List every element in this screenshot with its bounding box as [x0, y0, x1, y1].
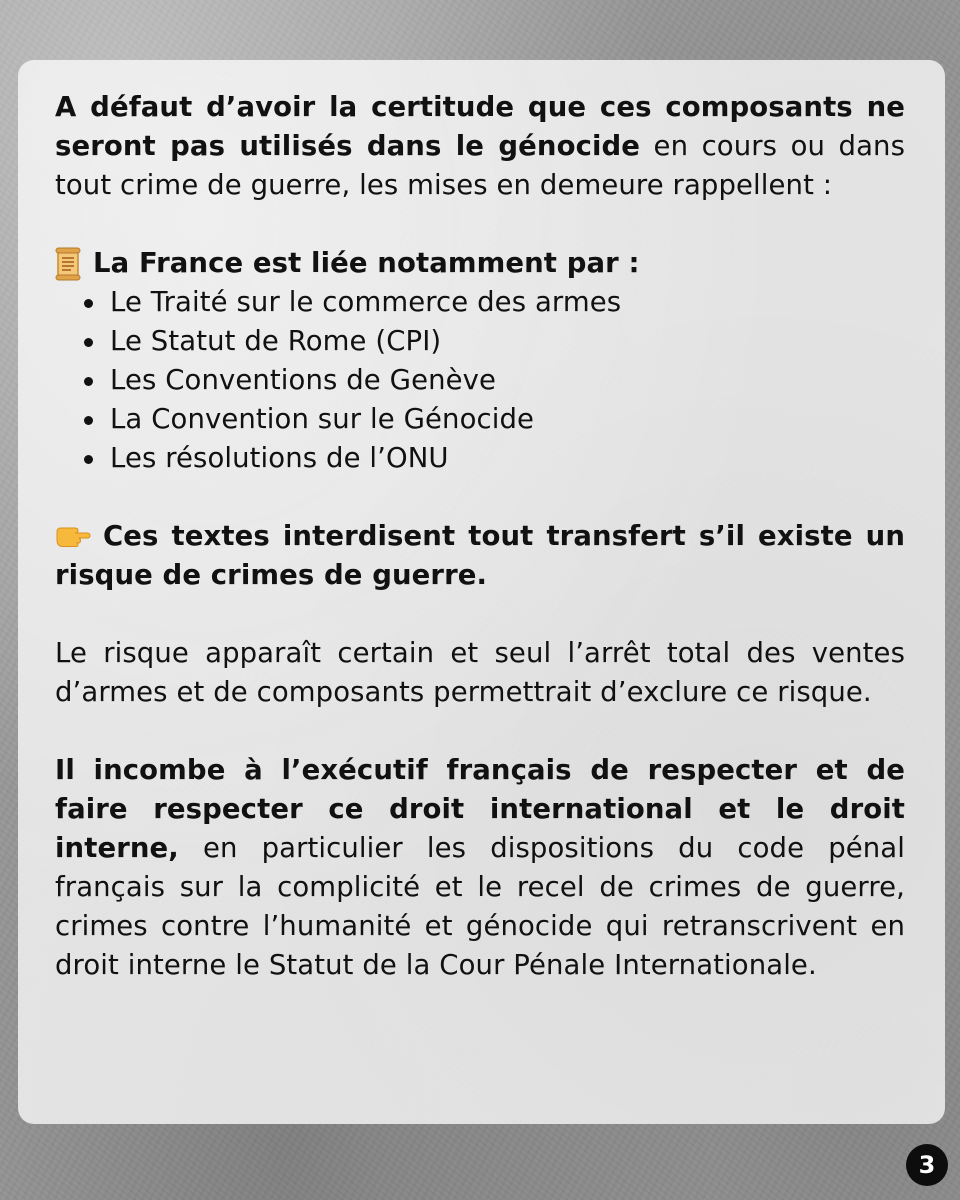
list-item: La Convention sur le Génocide	[110, 400, 905, 439]
list-item: Les résolutions de l’ONU	[110, 439, 905, 478]
france-heading-text: La France est liée notamment par :	[93, 247, 640, 279]
intro-paragraph	[55, 88, 905, 205]
spacer	[55, 712, 905, 751]
intro-normal-text: en cours ou dans tout crime de guerre, les mises en demeure rappellent :	[55, 130, 905, 201]
list-item: Le Statut de Rome (CPI)	[110, 322, 905, 361]
spacer	[55, 205, 905, 244]
spacer	[55, 478, 905, 517]
callout-text: Ces textes interdisent tout transfert s’il existe un risque de crimes de guerre.	[55, 520, 905, 591]
list-item: Les Conventions de Genève	[110, 361, 905, 400]
content-card	[18, 60, 945, 1124]
intro-bold-text: A défaut d’avoir la certitude que ces composants ne seront pas utilisés dans le génocide	[55, 91, 905, 162]
obligation-bold-text: Il incombe à l’exécutif français de respecter et de faire respecter ce droit international et le droit interne,	[55, 754, 905, 864]
obligation-normal-text: en particulier les dispositions du code pénal français sur la complicité et le recel de crimes de guerre, crimes contre l’humanité et génocide qui retranscrivent en droit interne le Statut de la Cour Pénale Internationale.	[55, 832, 905, 981]
callout-paragraph	[55, 517, 905, 595]
france-heading	[55, 244, 905, 283]
risk-paragraph: Le risque apparaît certain et seul l’arrêt total des ventes d’armes et de composants permettrait d’exclure ce risque.	[55, 637, 905, 708]
scroll-icon	[55, 247, 81, 281]
treaty-list	[55, 283, 905, 478]
pointing-hand-icon	[55, 519, 91, 543]
card-content	[55, 88, 905, 985]
page-number-badge: 3	[906, 1144, 948, 1186]
list-item: Le Traité sur le commerce des armes	[110, 283, 905, 322]
obligation-paragraph	[55, 751, 905, 985]
spacer	[55, 595, 905, 634]
